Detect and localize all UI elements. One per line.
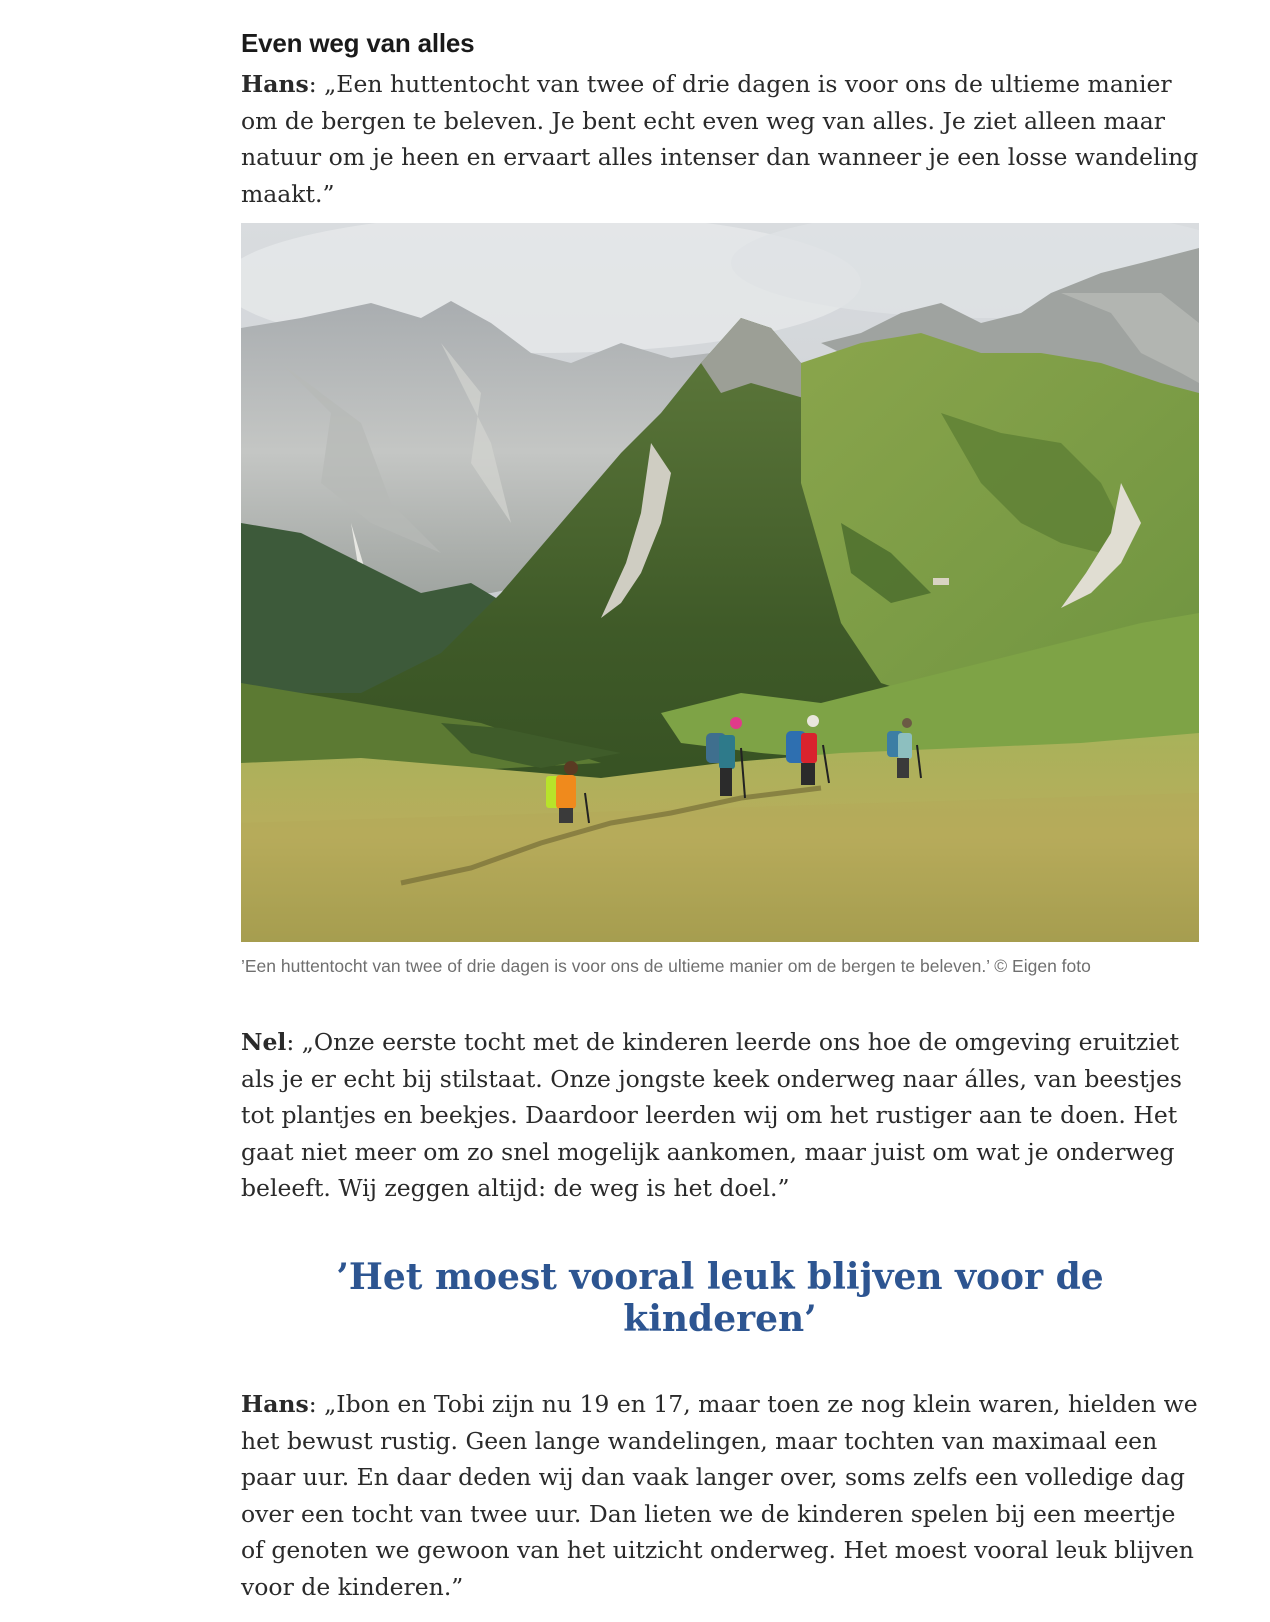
- mountain-landscape-image: [241, 223, 1199, 942]
- paragraph-text: : „Ibon en Tobi zijn nu 19 en 17, maar toen ze nog klein waren, hielden we het bewust rustig. Geen lange wandelingen, maar tochten van maximaal een paar uur. En daar deden wij dan vaak langer over, soms zelfs een volledige dag over een tocht van twee uur. Dan lieten we de kinderen spelen bij een meertje of genoten we gewoon van het uitzicht onderweg. Het moest vooral leuk blijven voor de kinderen.”: [241, 1390, 1198, 1601]
- speaker-name: Hans: [241, 1390, 309, 1418]
- paragraph-nel: [241, 1024, 1199, 1207]
- paragraph-text: : „Een huttentocht van twee of drie dagen is voor ons de ultieme manier om de bergen te beleven. Je bent echt even weg van alles. Je ziet alleen maar natuur om je heen en ervaart alles intenser dan wanneer je een losse wandeling maakt.”: [241, 70, 1199, 208]
- section-subheading: Even weg van alles: [241, 28, 475, 58]
- paragraph-hans-kids: [241, 1386, 1199, 1605]
- speaker-name: Nel: [241, 1028, 287, 1056]
- paragraph-text: : „Onze eerste tocht met de kinderen leerde ons hoe de omgeving eruitziet als je er echt bij stilstaat. Onze jongste keek onderweg naar álles, van beestjes tot plantjes en beekjes. Daardoor leerden wij om het rustiger aan te doen. Het gaat niet meer om zo snel mogelijk aankomen, maar juist om wat je onderweg beleeft. Wij zeggen altijd: de weg is het doel.”: [241, 1028, 1182, 1202]
- photo-caption: ’Een huttentocht van twee of drie dagen is voor ons de ultieme manier om de bergen te beleven.’ © Eigen foto: [241, 956, 1091, 976]
- speaker-name: Hans: [241, 70, 309, 98]
- paragraph-hans-intro: [241, 66, 1199, 212]
- pull-quote: ’Het moest vooral leuk blijven voor de kinderen’: [336, 1256, 1104, 1340]
- mountain-hiking-photo[interactable]: [241, 223, 1199, 942]
